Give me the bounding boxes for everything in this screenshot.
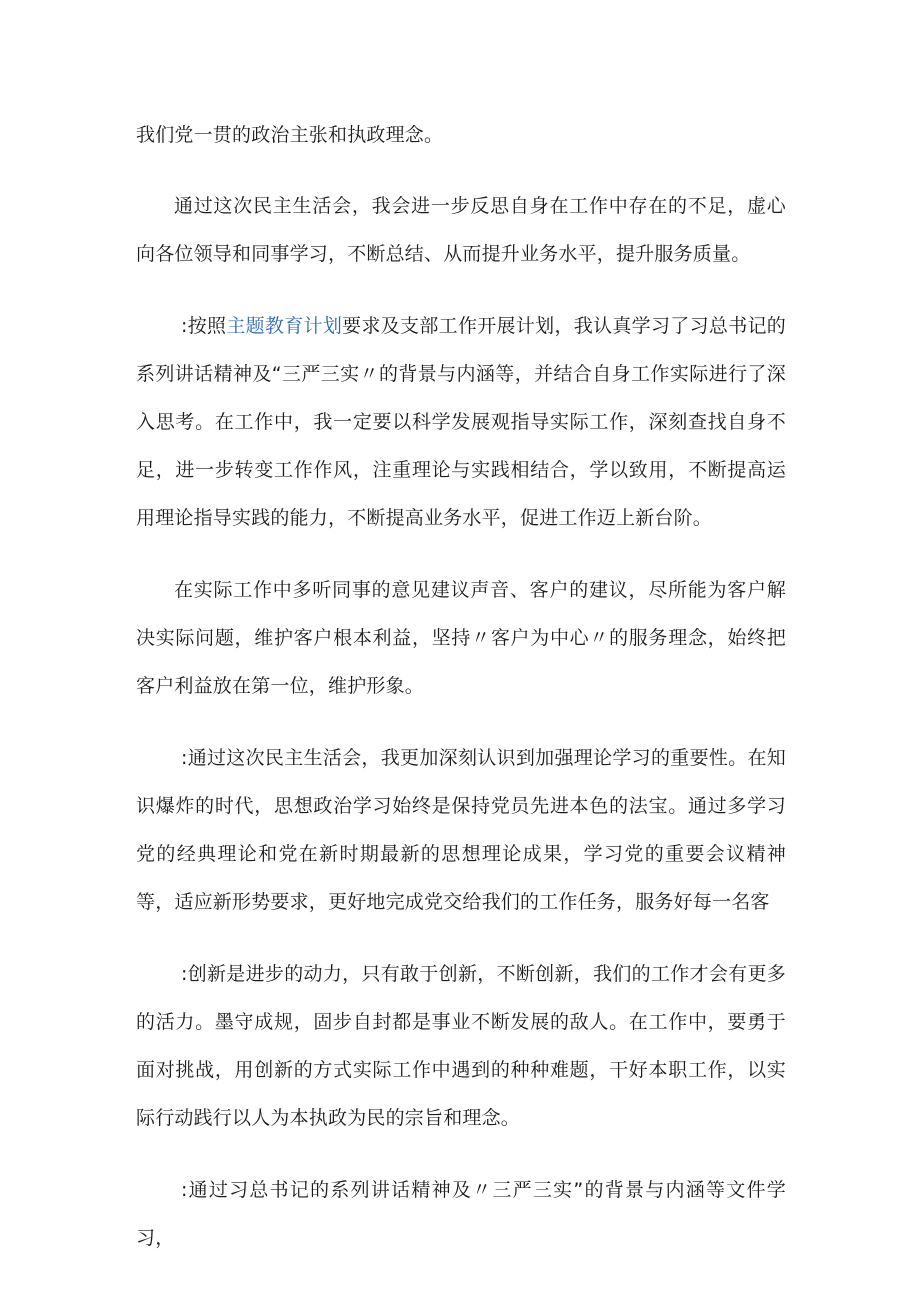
paragraph-7: :通过习总书记的系列讲话精神及〃三严三实”的背景与内涵等文件学习， <box>136 1179 786 1249</box>
paragraph-4: 在实际工作中多听同事的意见建议声音、客户的建议，尽所能为客户解决实际问题，维护客户根本利益，坚持〃客户为中心〃的服务理念，始终把客户利益放在第一位，维护形象。 <box>136 579 786 697</box>
paragraph-2: 通过这次民主生活会，我会进一步反思自身在工作中存在的不足，虚心向各位领导和同事学习，不断总结、从而提升业务水平，提升服务质量。 <box>136 195 786 265</box>
paragraph-3-lead: :按照 <box>181 315 227 337</box>
paragraph-6: :创新是进步的动力，只有敢于创新，不断创新，我们的工作才会有更多的活力。墨守成规，固步自封都是事业不断发展的敌人。在工作中，要勇于面对挑战，用创新的方式实际工作中遇到的种种难题，干好本职工作，以实际行动践行以人为本执政为民的宗旨和理念。 <box>136 963 786 1129</box>
document-body <box>136 111 786 1286</box>
paragraph-5: :通过这次民主生活会，我更加深刻认识到加强理论学习的重要性。在知识爆炸的时代，思想政治学习始终是保持党员先进本色的法宝。通过多学习党的经典理论和党在新时期最新的思想理论成果，学习党的重要会议精神等，适应新形势要求，更好地完成党交给我们的工作任务，服务好每一名客 <box>136 747 786 913</box>
paragraph-3-body: 要求及支部工作开展计划，我认真学习了习总书记的系列讲话精神及“三严三实〃的背景与内涵等，并结合自身工作实际进行了深入思考。在工作中，我一定要以科学发展观指导实际工作，深刻查找自身不足，进一步转变工作作风，注重理论与实践相结合，学以致用，不断提高运用理论指导实践的能力，不断提高业务水平，促进工作迈上新台阶。 <box>136 315 786 529</box>
theme-education-plan-link[interactable]: 主题教育计划 <box>226 315 343 337</box>
paragraph-1: 我们党一贯的政治主张和执政理念。 <box>136 124 444 146</box>
paragraph-3 <box>136 302 786 542</box>
